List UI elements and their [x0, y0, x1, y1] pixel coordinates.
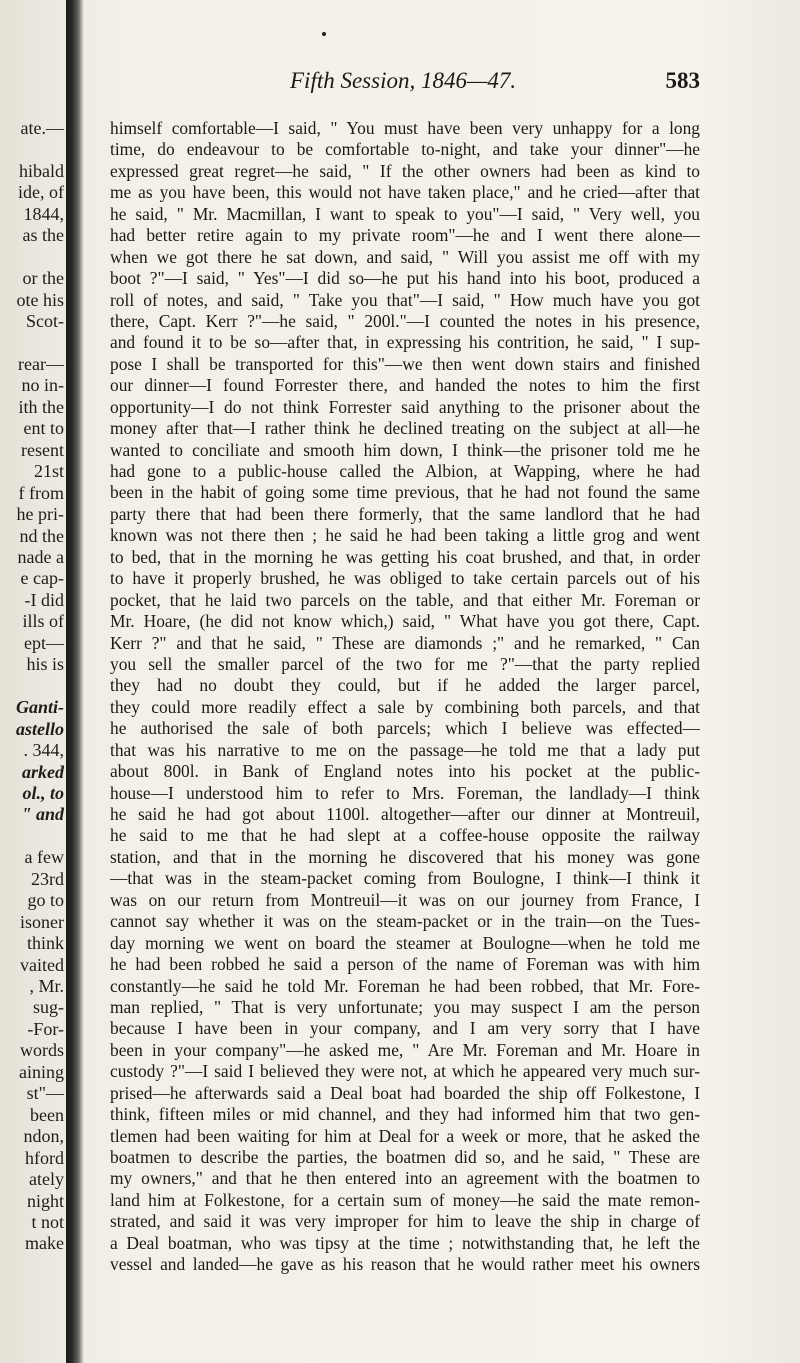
left-margin-line: . 344, [23, 740, 64, 761]
left-margin-line: ept— [24, 632, 64, 653]
left-margin-line: -I did [24, 589, 64, 610]
left-margin-line: t not [31, 1211, 64, 1232]
body-text-line: was on our return from Montreuil—it was on our journey from France, I [110, 889, 700, 910]
body-text-line: been in the habit of going some time previous, that he had not found the same [110, 482, 700, 503]
left-margin-line: 21st [33, 461, 64, 482]
left-margin-line: ote his [16, 289, 64, 310]
left-margin-line: 1844, [23, 203, 64, 224]
left-margin-line: night [26, 1190, 64, 1211]
body-text-line: think, fifteen miles or mid channel, and they had informed him that two gen- [110, 1104, 700, 1125]
body-text-line: had better retire again to my private room"—he and I went there alone— [110, 225, 700, 246]
body-text-line: and found it to be so—after that, in expressing his contrition, he said, " I sup- [110, 332, 700, 353]
body-text-line: that was his narrative to me on the passage—he told me that a lady put [110, 739, 700, 760]
body-text-line: vessel and landed—he gave as his reason that he would rather meet his owners [110, 1254, 700, 1275]
body-text-line: my owners," and that he then entered into an agreement with the boatmen to [110, 1168, 700, 1189]
body-text-column [110, 118, 700, 1276]
body-text-line: he said, " Mr. Macmillan, I want to speak to you"—I said, " Very well, you [110, 203, 700, 224]
left-margin-line: ide, of [18, 182, 64, 203]
left-margin-line: his is [26, 654, 64, 675]
left-margin-line: make [25, 1233, 64, 1254]
body-text-line: prised—he afterwards said a Deal boat had boarded the ship off Folkestone, I [110, 1082, 700, 1103]
body-text-line: had gone to a public-house called the Albion, at Wapping, where he had [110, 461, 700, 481]
left-margin-line: vaited [20, 954, 64, 975]
left-margin-line: sug- [33, 997, 64, 1018]
left-margin-line: isoner [20, 911, 64, 932]
page-header [280, 68, 700, 102]
left-margin-line: no in- [21, 375, 64, 396]
body-text-line: when we got there he sat down, and said, " Will you assist me off with my [110, 246, 700, 267]
body-text-line: our dinner—I found Forrester there, and handed the notes to him the first [110, 375, 700, 396]
body-text-line: party there that had been there formerly, that the same landlord that he had [110, 503, 700, 524]
left-page-margin-fragment [0, 0, 66, 1363]
body-text-line: expressed great regret—he said, " If the other owners had been as kind to [110, 160, 700, 181]
left-margin-line: hibald [19, 160, 64, 181]
body-text-line: station, and that in the morning he discovered that his money was gone [110, 846, 700, 867]
left-margin-line: f from [18, 482, 64, 503]
left-margin-line: st"— [26, 1083, 64, 1104]
body-text-line: time, do endeavour to be comfortable to-night, and take your dinner"—he [110, 139, 700, 160]
body-text-line: boot ?"—I said, " Yes"—I did so—he put his hand into his boot, produced a [110, 268, 700, 289]
left-margin-line: " and [21, 804, 64, 825]
left-margin-line: astello [16, 718, 64, 739]
left-margin-line: think [26, 933, 64, 954]
body-text-line: roll of notes, and said, " Take you that"—I said, " How much have you got [110, 289, 700, 310]
body-text-line: Kerr ?" and that he said, " These are diamonds ;" and he remarked, " Can [110, 632, 700, 653]
body-text-line: himself comfortable—I said, " You must have been very unhappy for a long [110, 118, 700, 138]
left-margin-line: ills of [22, 611, 64, 632]
left-margin-line: ately [29, 1169, 64, 1190]
body-text-line: custody ?"—I said I believed they were not, at which he appeared very much sur- [110, 1061, 700, 1082]
left-margin-line: a few [24, 847, 64, 868]
body-text-line: boatmen to describe the parties, the boatmen did so, and he said, " These are [110, 1147, 700, 1167]
body-text-line: he authorised the sale of both parcels; which I believe was effected— [110, 718, 700, 739]
body-text-line: house—I understood him to refer to Mrs. Foreman, the landlady—I think [110, 782, 700, 803]
body-text-line: to have it properly brushed, he was obliged to take certain parcels out of his [110, 568, 700, 589]
left-margin-line: been [30, 1104, 64, 1125]
body-text-line: cannot say whether it was on the steam-packet or in the train—on the Tues- [110, 911, 700, 932]
body-text-line: opportunity—I do not think Forrester said anything to the prisoner about the [110, 396, 700, 417]
left-margin-line: hford [25, 1147, 64, 1168]
body-text-line: tlemen had been waiting for him at Deal for a week or more, that he asked the [110, 1125, 700, 1146]
body-text-line: about 800l. in Bank of England notes into his pocket at the public- [110, 761, 700, 782]
body-text-line: pose I shall be transported for this"—we then went down stairs and finished [110, 353, 700, 374]
body-text-line: wanted to conciliate and smooth him down, I think—the prisoner told me he [110, 439, 700, 460]
body-text-line: Mr. Hoare, (he did not know which,) said, " What have you got there, Capt. [110, 611, 700, 632]
body-text-line: —that was in the steam-packet coming from Boulogne, I think—I think it [110, 868, 700, 889]
book-gutter-shadow [66, 0, 84, 1363]
left-margin-line: rear— [18, 353, 64, 374]
body-text-line: pocket, that he laid two parcels on the table, and that either Mr. Foreman or [110, 589, 700, 610]
body-text-line: land him at Folkestone, for a certain sum of money—he said the mate remon- [110, 1189, 700, 1210]
body-text-line: there, Capt. Kerr ?"—he said, " 200l."—I counted the notes in his presence, [110, 310, 700, 331]
left-margin-line: ol., to [22, 782, 64, 803]
left-margin-line: ate.— [20, 118, 64, 138]
body-text-line: me as you have been, this would not have taken place," and he cried—after that [110, 182, 700, 203]
left-margin-line: words [20, 1040, 64, 1061]
body-text-line: day morning we went on board the steamer at Boulogne—when he told me [110, 932, 700, 953]
left-margin-line: 23rd [31, 868, 64, 889]
body-text-line: they could more readily effect a sale by combining both parcels, and that [110, 696, 700, 717]
page-number: 583 [665, 68, 700, 93]
left-margin-line: ent to [23, 418, 64, 439]
body-text-line: been in your company"—he asked me, " Are Mr. Foreman and Mr. Hoare in [110, 1039, 700, 1060]
ink-speck [322, 32, 326, 36]
left-margin-line: e cap- [20, 568, 64, 589]
body-text-line: he had been robbed he said a person of the name of Foreman was with him [110, 954, 700, 975]
left-margin-line: Scot- [26, 311, 64, 332]
left-margin-line: nade a [17, 547, 64, 567]
body-text-line: because I have been in your company, and I am very sorry that I have [110, 1018, 700, 1039]
body-text-line: money after that—I rather think he declined treating on the subject at all—he [110, 418, 700, 439]
left-margin-line: resent [21, 439, 64, 460]
left-margin-line: arked [22, 761, 64, 782]
left-margin-line: go to [27, 890, 64, 911]
body-text-line: he said he had got about 1100l. altogether—after our dinner at Montreuil, [110, 804, 700, 824]
body-text-line: he said to me that he had slept at a coffee-house opposite the railway [110, 825, 700, 846]
left-margin-line: Ganti- [15, 697, 64, 718]
left-margin-line: , Mr. [29, 976, 64, 996]
body-text-line: to bed, that in the morning he was getting his coat brushed, and that, in order [110, 546, 700, 567]
left-margin-line: -For- [27, 1018, 64, 1039]
left-margin-line: aining [19, 1061, 64, 1082]
body-text-line: strated, and said it was very improper for him to leave the ship in charge of [110, 1211, 700, 1232]
left-margin-line: he pri- [16, 504, 64, 525]
body-text-line: known was not there then ; he said he had been taking a little grog and went [110, 525, 700, 546]
left-margin-line: ith the [18, 396, 64, 417]
body-text-line: they had no doubt they could, but if he added the larger parcel, [110, 675, 700, 696]
body-text-line: constantly—he said he told Mr. Foreman he had been robbed, that Mr. Fore- [110, 975, 700, 996]
running-title: Fifth Session, 1846—47. [290, 68, 517, 93]
body-text-line: man replied, " That is very unfortunate; you may suspect I am the person [110, 996, 700, 1017]
left-margin-line: as the [22, 225, 64, 246]
body-text-line: you sell the smaller parcel of the two for me ?"—that the party replied [110, 653, 700, 674]
left-margin-line: ndon, [23, 1126, 64, 1147]
left-margin-line: nd the [19, 525, 64, 546]
body-text-line: a Deal boatman, who was tipsy at the time ; notwithstanding that, he left the [110, 1232, 700, 1253]
left-margin-line: or the [22, 268, 64, 289]
